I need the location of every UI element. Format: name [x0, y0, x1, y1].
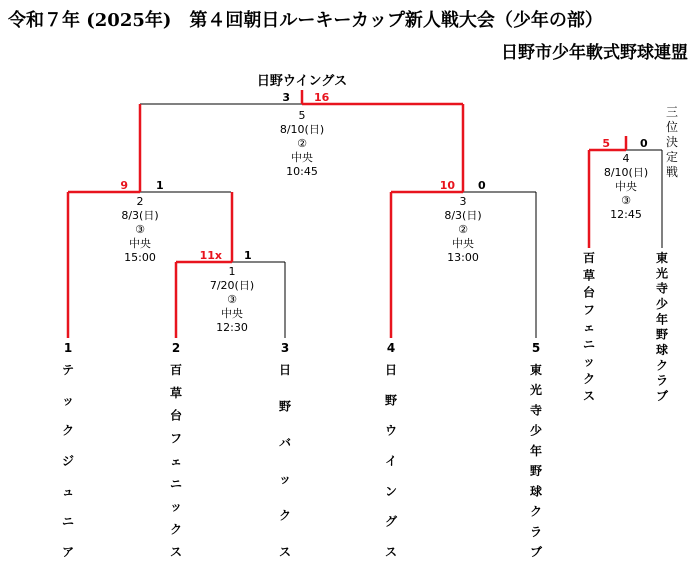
- score-right: 0: [478, 179, 486, 192]
- match-time: 13:00: [447, 251, 479, 264]
- team-name: 百草台フェニックス: [582, 251, 596, 403]
- team-name: 日野バックス: [278, 363, 292, 559]
- match-field: ③: [621, 194, 631, 207]
- match-field: ③: [227, 293, 237, 306]
- score-right: 1: [244, 249, 252, 262]
- team-names: [62, 362, 543, 559]
- match-date: 8/3(日): [444, 209, 482, 222]
- team-name: 日野ウイングス: [384, 363, 398, 559]
- score-right: 0: [640, 137, 648, 150]
- match-date: 8/3(日): [121, 209, 159, 222]
- match-date: 7/20(日): [209, 279, 255, 292]
- match-venue: 中央: [221, 307, 243, 320]
- score-right: 16: [314, 91, 330, 104]
- match-number: 4: [622, 152, 630, 165]
- match-time: 12:45: [610, 208, 642, 221]
- match-number: 5: [298, 109, 306, 122]
- match-venue: 中央: [615, 180, 637, 193]
- score-left: 11x: [199, 249, 222, 262]
- match-date: 8/10(日): [279, 123, 325, 136]
- match-number: 1: [228, 265, 236, 278]
- champion-name: 日野ウイングス: [256, 74, 348, 89]
- team-name: 東光寺少年野球クラブ: [655, 251, 669, 403]
- match-venue: 中央: [291, 151, 313, 164]
- seed-number: 2: [171, 341, 181, 355]
- match-venue: 中央: [129, 237, 151, 250]
- match-field: ③: [135, 223, 145, 236]
- score-left: 5: [602, 137, 610, 150]
- seed-number: 4: [386, 341, 396, 355]
- third-place-label: [666, 105, 678, 179]
- page-title: 令和７年 (2025年) 第４回朝日ルーキーカップ新人戦大会（少年の部）: [8, 10, 603, 31]
- match-field: ②: [458, 223, 468, 236]
- third-place-teams: [583, 250, 669, 403]
- team-name: 東光寺少年野球クラブ: [529, 363, 543, 559]
- score-left: 3: [282, 91, 290, 104]
- team-name: 百草台フェニックス: [169, 363, 183, 559]
- match-venue: 中央: [452, 237, 474, 250]
- team-name: テックジュニア: [61, 363, 75, 559]
- match-time: 12:30: [216, 321, 248, 334]
- seed-number: 3: [280, 341, 290, 355]
- match-number: 2: [136, 195, 144, 208]
- third-place-label-text: 三位決定戦: [665, 105, 679, 179]
- seed-number: 1: [63, 341, 73, 355]
- match-time: 15:00: [124, 251, 156, 264]
- organizer-name: 日野市少年軟式野球連盟: [501, 43, 688, 63]
- match-number: 3: [459, 195, 467, 208]
- seed-number: 5: [531, 341, 541, 355]
- score-left: 10: [439, 179, 455, 192]
- match-field: ②: [297, 137, 307, 150]
- match-date: 8/10(日): [603, 166, 649, 179]
- score-left: 9: [120, 179, 128, 192]
- match-time: 10:45: [286, 165, 318, 178]
- score-right: 1: [156, 179, 164, 192]
